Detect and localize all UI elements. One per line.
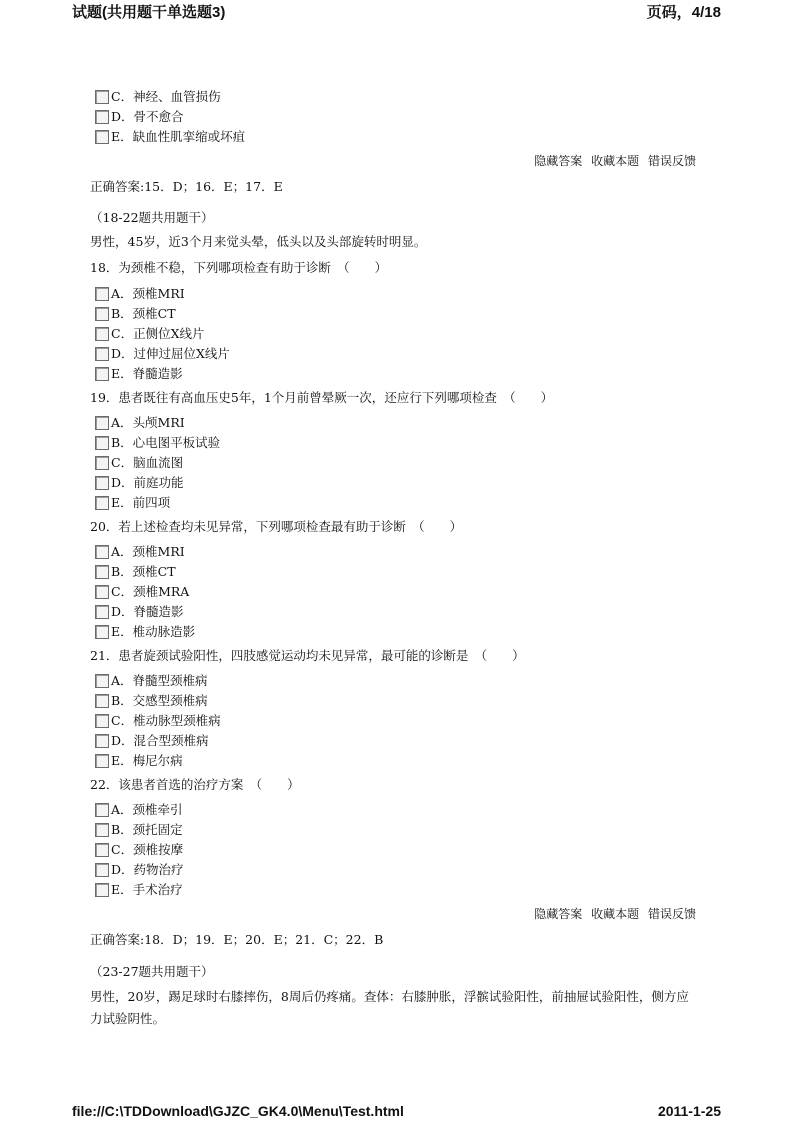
option-label: A．颈椎牵引 <box>111 802 183 817</box>
option-b[interactable] <box>95 693 208 709</box>
checkbox[interactable] <box>95 367 109 381</box>
option-e[interactable] <box>95 366 183 382</box>
option-label: E．前四项 <box>111 495 171 510</box>
question-22: 22．该患者首选的治疗方案 （ ） <box>90 777 300 792</box>
checkbox[interactable] <box>95 90 109 104</box>
option-label: E．梅尼尔病 <box>111 753 183 768</box>
group-heading: （23-27题共用题干） <box>90 964 214 979</box>
option-label: A．头颅MRI <box>111 415 185 430</box>
checkbox[interactable] <box>95 694 109 708</box>
option-a[interactable] <box>95 286 185 302</box>
checkbox[interactable] <box>95 734 109 748</box>
page-footer-date: 2011-1-25 <box>657 1103 721 1119</box>
favorite-link[interactable]: 收藏本题 <box>591 154 640 168</box>
checkbox[interactable] <box>95 545 109 559</box>
checkbox[interactable] <box>95 883 109 897</box>
option-a[interactable] <box>95 415 185 431</box>
option-label: A．脊髓型颈椎病 <box>111 673 208 688</box>
option-label: B．颈椎CT <box>111 306 176 321</box>
option-a[interactable] <box>95 802 183 818</box>
answer-links <box>534 153 696 169</box>
option-e[interactable] <box>95 882 183 898</box>
option-d[interactable] <box>95 862 184 878</box>
checkbox[interactable] <box>95 347 109 361</box>
checkbox[interactable] <box>95 605 109 619</box>
option-c[interactable] <box>95 455 183 471</box>
option-label: D．混合型颈椎病 <box>111 733 209 748</box>
option-d[interactable] <box>95 346 230 362</box>
option-label: C．颈椎MRA <box>111 584 190 599</box>
checkbox[interactable] <box>95 714 109 728</box>
checkbox[interactable] <box>95 843 109 857</box>
option-label: B．心电图平板试验 <box>111 435 221 450</box>
favorite-link[interactable]: 收藏本题 <box>591 907 640 921</box>
option-label: D．骨不愈合 <box>111 109 184 124</box>
option-label: D．前庭功能 <box>111 475 184 490</box>
option-e[interactable] <box>95 753 183 769</box>
checkbox[interactable] <box>95 130 109 144</box>
correct-answer: 正确答案:18．D；19．E；20．E；21．C；22．B <box>90 932 384 947</box>
option-label: E．手术治疗 <box>111 882 183 897</box>
group-stem: 男性，20岁，踢足球时右膝摔伤，8周后仍疼痛。查体：右膝肿胀，浮髌试验阳性，前抽屉试验阳性，侧方应力试验阴性。 <box>90 989 689 1026</box>
option-a[interactable] <box>95 673 208 689</box>
checkbox[interactable] <box>95 416 109 430</box>
option-label: B．颈托固定 <box>111 822 183 837</box>
option-e[interactable] <box>95 624 195 640</box>
option-label: C．脑血流图 <box>111 455 184 470</box>
option-label: D．脊髓造影 <box>111 604 184 619</box>
option-label: E．脊髓造影 <box>111 366 183 381</box>
option-e[interactable] <box>95 495 170 511</box>
option-d[interactable] <box>95 475 184 491</box>
option-b[interactable] <box>95 564 176 580</box>
option-c[interactable] <box>95 326 204 342</box>
option-label: B．颈椎CT <box>111 564 176 579</box>
checkbox[interactable] <box>95 436 109 450</box>
option-d[interactable] <box>95 109 184 125</box>
option-label: D．药物治疗 <box>111 862 184 877</box>
checkbox[interactable] <box>95 496 109 510</box>
question-19: 19．患者既往有高血压史5年，1个月前曾晕厥一次，还应行下列哪项检查 （ ） <box>90 390 554 405</box>
checkbox[interactable] <box>95 287 109 301</box>
correct-answer: 正确答案:15．D；16．E；17．E <box>90 179 283 194</box>
option-c[interactable] <box>95 713 221 729</box>
option-b[interactable] <box>95 306 176 322</box>
option-label: D．过伸过屈位X线片 <box>111 346 230 361</box>
option-label: A．颈椎MRI <box>111 544 185 559</box>
checkbox[interactable] <box>95 307 109 321</box>
checkbox[interactable] <box>95 565 109 579</box>
checkbox[interactable] <box>95 327 109 341</box>
checkbox[interactable] <box>95 456 109 470</box>
question-18: 18．为颈椎不稳，下列哪项检查有助于诊断 （ ） <box>90 260 388 275</box>
option-label: E．椎动脉造影 <box>111 624 196 639</box>
page-number: 页码，4/18 <box>646 4 721 21</box>
page-footer-path: file://C:\TDDownload\GJZC_GK4.0\Menu\Test.html <box>72 1103 404 1119</box>
option-c[interactable] <box>95 842 183 858</box>
page-header-title: 试题(共用题干单选题3) <box>72 4 226 21</box>
option-b[interactable] <box>95 822 183 838</box>
question-20: 20．若上述检查均未见异常，下列哪项检查最有助于诊断 （ ） <box>90 519 463 534</box>
checkbox[interactable] <box>95 823 109 837</box>
checkbox[interactable] <box>95 110 109 124</box>
checkbox[interactable] <box>95 863 109 877</box>
group-heading: （18-22题共用题干） <box>90 210 214 225</box>
checkbox[interactable] <box>95 803 109 817</box>
option-b[interactable] <box>95 435 220 451</box>
option-label: C．椎动脉型颈椎病 <box>111 713 221 728</box>
option-label: B．交感型颈椎病 <box>111 693 208 708</box>
answer-links <box>534 906 696 922</box>
option-label: C．颈椎按摩 <box>111 842 184 857</box>
option-d[interactable] <box>95 733 209 749</box>
report-error-link[interactable]: 错误反馈 <box>647 907 696 921</box>
hide-answer-link[interactable]: 隐藏答案 <box>534 907 583 921</box>
option-d[interactable] <box>95 604 184 620</box>
option-label: A．颈椎MRI <box>111 286 185 301</box>
option-e[interactable] <box>95 129 245 145</box>
question-21: 21．患者旋颈试验阳性，四肢感觉运动均未见异常，最可能的诊断是 （ ） <box>90 648 525 663</box>
checkbox[interactable] <box>95 674 109 688</box>
option-label: C．神经、血管损伤 <box>111 89 221 104</box>
checkbox[interactable] <box>95 625 109 639</box>
report-error-link[interactable]: 错误反馈 <box>647 154 696 168</box>
checkbox[interactable] <box>95 754 109 768</box>
group-stem: 男性，45岁，近3个月来觉头晕，低头以及头部旋转时明显。 <box>90 234 427 249</box>
hide-answer-link[interactable]: 隐藏答案 <box>534 154 583 168</box>
option-label: E．缺血性肌挛缩或坏疽 <box>111 129 246 144</box>
option-label: C．正侧位X线片 <box>111 326 205 341</box>
checkbox[interactable] <box>95 585 109 599</box>
option-c[interactable] <box>95 584 189 600</box>
checkbox[interactable] <box>95 476 109 490</box>
option-a[interactable] <box>95 544 185 560</box>
option-c[interactable] <box>95 89 221 105</box>
